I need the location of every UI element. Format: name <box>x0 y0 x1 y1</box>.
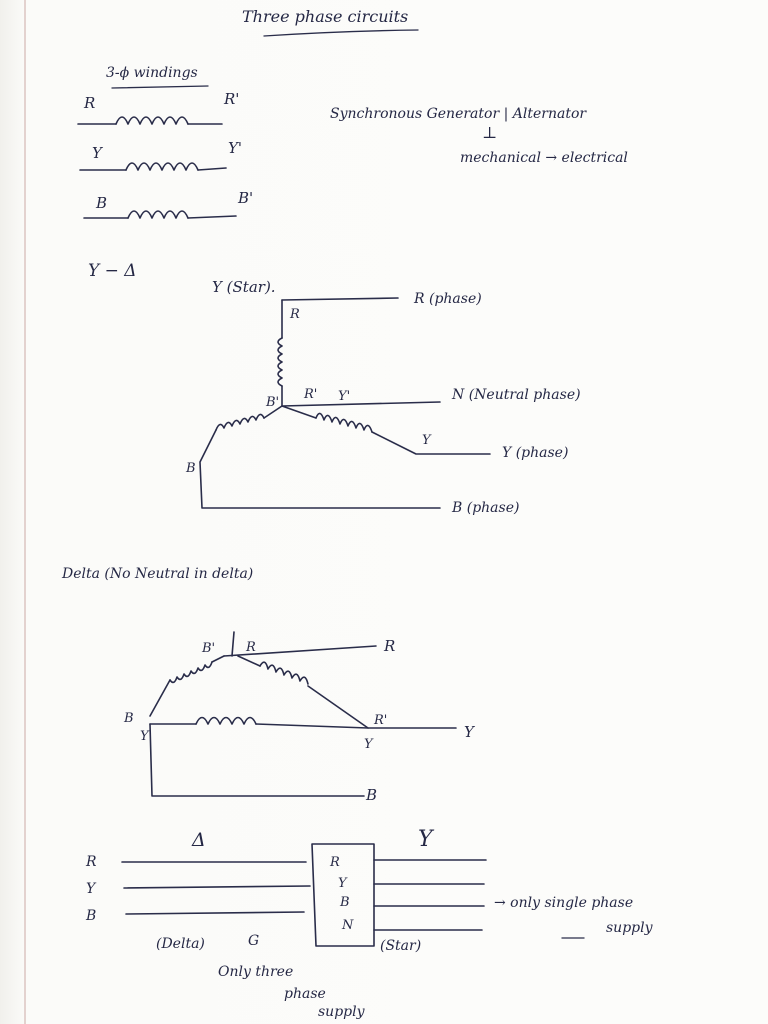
star-diagram <box>185 291 581 516</box>
winding-r-start-label: R <box>84 94 96 112</box>
star-y-phase-line <box>372 432 490 454</box>
star-delta-section-label: Y − Δ <box>88 261 137 281</box>
delta-output-y: Y <box>464 723 474 741</box>
delta-left-lower-lead <box>150 680 170 716</box>
title-underline <box>264 30 418 36</box>
winding-b-coil <box>128 211 188 218</box>
connection-left-note-line-2: phase <box>284 986 326 1002</box>
delta-left-coil <box>170 662 212 682</box>
delta-right-lower-lead <box>308 686 368 728</box>
star-y-coil <box>316 413 372 432</box>
star-neutral-line <box>282 402 440 406</box>
winding-b-start-label: B <box>96 194 108 212</box>
connection-right-symbol: Y <box>418 827 433 852</box>
delta-y-phase-line <box>256 724 456 728</box>
connection-left-label-r: R <box>86 854 97 870</box>
connection-left-label-b: B <box>86 908 97 924</box>
connection-box-label-y: Y <box>338 876 347 891</box>
connection-left-mark: G <box>248 933 260 949</box>
delta-label-r: R <box>246 640 256 655</box>
connection-left-note-line-1: Only three <box>218 964 294 980</box>
winding-y-start-label: Y <box>92 144 102 162</box>
star-label-b: B <box>186 461 196 476</box>
connection-box-label-b: B <box>340 895 350 910</box>
star-label-r: R <box>290 307 300 322</box>
star-output-y: Y (phase) <box>502 445 569 461</box>
delta-bottom-coil <box>196 718 256 725</box>
delta-label-r-prime: R' <box>374 713 388 728</box>
connection-left-symbol: Δ <box>192 829 206 851</box>
delta-right-coil <box>260 662 308 684</box>
windings-heading-underline <box>112 86 208 88</box>
connection-diagram <box>85 844 654 1020</box>
connection-left-line-b <box>126 912 304 914</box>
generator-conversion: mechanical → electrical <box>460 150 628 166</box>
generator-symbol: ⊥ <box>482 123 498 142</box>
winding-b-lead-out <box>188 216 236 218</box>
star-b-phase-line <box>200 430 440 508</box>
delta-left-upper-lead <box>212 656 224 662</box>
star-label-r-prime: R' <box>304 387 318 402</box>
star-label-b-prime: B' <box>266 395 280 410</box>
star-output-b: B (phase) <box>452 500 520 516</box>
connection-right-caption: (Star) <box>380 938 422 954</box>
connection-left-label-y: Y <box>86 881 96 897</box>
star-label-y-prime: Y' <box>338 389 351 404</box>
connection-left-line-y <box>124 886 310 888</box>
connection-left-note-line-3: supply <box>318 1004 365 1020</box>
winding-row-y <box>80 139 242 170</box>
winding-y-lead-out <box>198 168 226 170</box>
star-r-coil <box>278 338 282 386</box>
winding-r-end-label: R' <box>224 90 240 108</box>
delta-label-y: Y <box>364 737 373 752</box>
delta-output-r: R <box>384 637 396 655</box>
star-y-upper-lead <box>282 406 316 418</box>
winding-row-b <box>84 189 253 218</box>
delta-diagram <box>123 632 476 804</box>
delta-heading: Delta (No Neutral in delta) <box>62 566 254 582</box>
delta-label-y-prime: Y' <box>140 729 153 744</box>
delta-label-b-prime: B' <box>202 641 216 656</box>
delta-output-b: B <box>366 786 378 804</box>
winding-y-coil <box>126 163 198 170</box>
connection-right-note-line-2: supply <box>606 920 653 936</box>
delta-top-tick <box>232 632 234 656</box>
connection-box-label-r: R <box>330 855 340 870</box>
connection-left-caption: (Delta) <box>156 936 205 952</box>
delta-label-b: B <box>124 711 134 726</box>
star-b-coil <box>216 414 264 430</box>
delta-b-phase-line <box>150 724 364 796</box>
star-r-phase-line <box>282 298 398 300</box>
star-heading: Y (Star). <box>212 278 276 296</box>
connection-right-note-line-1: → only single phase <box>494 895 634 911</box>
winding-r-coil <box>116 117 188 124</box>
connection-box-label-n: N <box>342 918 354 933</box>
star-label-y: Y <box>422 433 431 448</box>
generator-name: Synchronous Generator | Alternator <box>330 106 587 122</box>
page-title: Three phase circuits <box>242 7 409 26</box>
winding-y-end-label: Y' <box>228 139 243 157</box>
star-output-n: N (Neutral phase) <box>452 387 581 403</box>
winding-row-r <box>78 90 239 124</box>
star-output-r: R (phase) <box>414 291 482 307</box>
windings-heading: 3-ϕ windings <box>106 65 198 81</box>
delta-right-upper-lead <box>238 656 260 666</box>
winding-b-end-label: B' <box>238 189 254 207</box>
